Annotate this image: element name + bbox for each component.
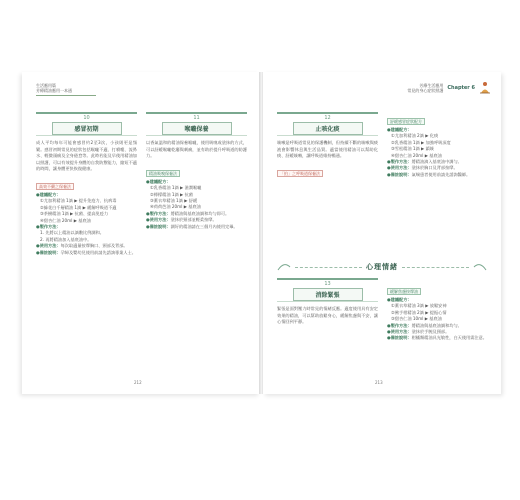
recipe-text: ①尤加利精油 1滴 ▶ 提升免疫力、抗病毒 <box>40 198 117 204</box>
section-title: 止咳化痰 <box>293 122 363 135</box>
recipe-list <box>387 127 488 178</box>
section-number: 13 <box>324 281 331 287</box>
recipe-line <box>387 172 488 178</box>
recipe-text: 調好的精油請在三個月內使用完畢。 <box>170 223 238 229</box>
header-rule <box>36 95 96 96</box>
recipe-label: ●備註說明： <box>36 249 61 255</box>
recipe-tag: 高效不藥之保養法 <box>36 183 74 190</box>
recipe-tag: 緩解焦慮按摩油 <box>387 288 421 295</box>
recipe-text: ①乳香精油 1滴 ▶ 滋潤喉嚨 <box>150 185 202 191</box>
recipe-text: ④甜杏仁油 20ml ▶ 基底油 <box>40 217 91 223</box>
recipe-label: ●使用方法： <box>387 329 412 335</box>
left-col-2 <box>146 112 247 230</box>
recipe-text: ③茶樹精油 1滴 ▶ 抗菌、提高免疫力 <box>40 211 109 217</box>
recipe-label: ●建議配方： <box>387 127 412 132</box>
recipe-text: 氣喘患者使用前請先諮詢醫師。 <box>411 171 471 177</box>
section-paragraph: 成人平均每年可能會感冒約2至3次，小孩則更是頻繁。感冒初期常見的症狀包括喉嚨不適、打噴嚏、流鼻水、輕微頭痛及全身倦怠等。此時若能及早使用精油加以照護，可以有效提升身體的自我防禦能力，縮短不適的時間，讓身體更快恢復健康。 <box>36 140 137 172</box>
recipe-label: ●建議配方： <box>146 178 171 184</box>
header-line1: 生活應用篇 <box>36 83 56 88</box>
leaf-ornament-icon <box>473 263 487 271</box>
recipe-text: ②綠花白千層精油 1滴 ▶ 緩解呼吸道不適 <box>40 204 117 210</box>
recipe-text: 將精油與基底油調和均勻即可。 <box>170 210 230 216</box>
header-line1: 芳療生活應用 <box>419 82 444 88</box>
recipe-text: ③薰衣草精油 1滴 ▶ 舒緩 <box>150 198 198 203</box>
right-page-header <box>407 81 491 94</box>
recipe-label: ●建議配方： <box>387 297 412 302</box>
recipe-text: 塗抹於胸口及背部按摩。 <box>411 165 458 171</box>
recipe-label: ●備註說明： <box>146 223 171 229</box>
recipe-label: ●備註說明： <box>387 171 412 177</box>
recipe-text: ④甜杏仁油 20ml ▶ 基底油 <box>391 152 442 158</box>
recipe-tag: 舒緩感冒症狀配方 <box>387 118 425 125</box>
recipe-text: ②檸檬精油 1滴 ▶ 抗菌 <box>150 191 193 197</box>
recipe-text: 柑橘類精油具光敏性，白天使用需注意。 <box>411 335 487 341</box>
recipe-label: ●製作方法： <box>387 159 412 165</box>
recipe-list <box>36 192 137 256</box>
chapter-label: Chapter 6 <box>447 84 475 91</box>
left-col-1 <box>36 112 137 256</box>
recipe-text: ①尤加利精油 2滴 ▶ 化痰 <box>391 133 439 139</box>
header-subtitle <box>407 83 443 93</box>
section-paragraph: 咳嗽是呼吸道常見的保護機制，但持續不斷的咳嗽與痰液會影響休息與生活品質。適當使用精油可以幫助化痰、舒緩咳嗽，讓呼吸道維持暢通。 <box>277 140 378 159</box>
recipe-line <box>146 224 247 230</box>
recipe-text: ②佛手柑精油 2滴 ▶ 提振心情 <box>391 309 447 315</box>
section-title: 消除緊張 <box>293 288 363 301</box>
section-card <box>277 112 378 136</box>
book-spread <box>22 72 500 394</box>
right-col-4 <box>387 278 488 342</box>
recipe-text: ③雪松精油 1滴 ▶ 鎮咳 <box>391 146 434 152</box>
section-paragraph: 緊張是面對壓力時常見的情緒反應。適度使用具有安定效果的精油，可以幫助放鬆身心，緩解焦慮與不安，讓心情回到平靜。 <box>277 306 378 325</box>
recipe-text: 塗抹於手腕及頸部。 <box>411 329 450 335</box>
section-card <box>277 278 378 302</box>
right-col-3 <box>277 278 378 326</box>
section-banner <box>277 260 487 274</box>
right-page <box>263 72 501 394</box>
recipe-tag: 「拍」之呼吸道保養法 <box>277 170 323 177</box>
section-paragraph: 以香氣溫和的精油保養喉嚨，使用吸嗅或塗抹的方式，可以舒緩喉嚨乾癢與刺痛，並有助於提升呼吸道的防護力。 <box>146 140 247 159</box>
recipe-text: ④荷荷芭油 20ml ▶ 基底油 <box>150 204 201 210</box>
section-number: 11 <box>193 115 200 121</box>
recipe-label: ●建議配方： <box>36 191 61 197</box>
right-col-1 <box>277 112 378 179</box>
leaf-ornament-icon <box>277 263 291 271</box>
left-page-header <box>36 83 96 96</box>
header-line2: 常見的身心症狀照護 <box>407 87 444 93</box>
section-number: 12 <box>324 115 331 121</box>
recipe-text: 每次取適量按摩胸口、頸部及背部。 <box>60 243 128 249</box>
recipe-list <box>146 179 247 230</box>
recipe-text: ③甜杏仁油 10ml ▶ 基底油 <box>391 316 442 322</box>
recipe-list <box>387 297 488 342</box>
banner-rule <box>402 267 469 268</box>
banner-title: 心理情緒 <box>366 263 398 271</box>
section-card <box>36 112 137 136</box>
recipe-text: 將精油滴入基底油中調勻。 <box>411 159 462 165</box>
recipe-text: 2. 再將精油加入基底油中。 <box>40 236 92 242</box>
meditation-figure-icon <box>479 81 491 94</box>
recipe-label: ●製作方法： <box>387 322 412 328</box>
right-col-2 <box>387 108 488 178</box>
header-line2: 芳療精油應用一本通 <box>36 88 72 93</box>
recipe-text: 塗抹於頸部並輕柔按摩。 <box>170 217 217 223</box>
page-number: 212 <box>134 380 142 385</box>
recipe-label: ●使用方法： <box>146 217 171 223</box>
recipe-label: ●備註說明： <box>387 335 412 341</box>
recipe-tag: 精油吸嗅保養法 <box>146 170 180 177</box>
left-page <box>22 72 260 394</box>
recipe-line <box>387 335 488 341</box>
recipe-text: ②乳香精油 1滴 ▶ 加強呼吸深度 <box>391 139 451 145</box>
recipe-label: ●使用方法： <box>36 243 61 249</box>
recipe-text: ①薰衣草精油 3滴 ▶ 放鬆安神 <box>391 303 447 309</box>
recipe-label: ●製作方法： <box>36 224 61 229</box>
recipe-label: ●製作方法： <box>146 210 171 216</box>
recipe-text: 孕婦及嬰幼兒使用前請先諮詢專業人士。 <box>60 249 136 255</box>
section-title: 喉嚨保養 <box>162 122 232 135</box>
recipe-text: 1. 先將以上精油以滴數比例調和。 <box>40 230 104 236</box>
section-card <box>146 112 247 136</box>
page-number: 213 <box>375 380 383 385</box>
recipe-text: 將精油與基底油調和均勻。 <box>411 322 462 328</box>
recipe-line <box>36 250 137 256</box>
section-title: 感冒初期 <box>52 122 122 135</box>
banner-rule <box>295 267 362 268</box>
section-number: 10 <box>83 115 90 121</box>
recipe-label: ●使用方法： <box>387 165 412 171</box>
